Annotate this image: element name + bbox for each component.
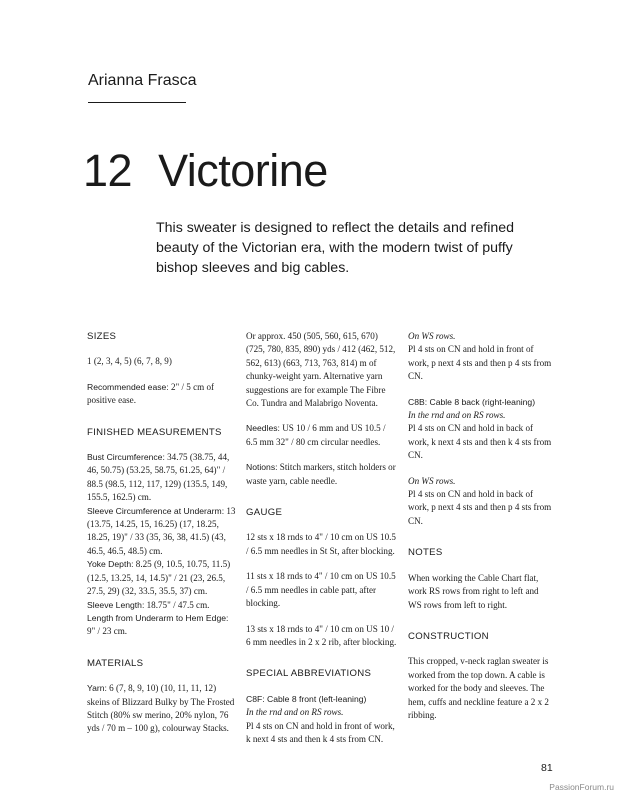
page-number: 81 [541, 762, 553, 774]
column-3 [408, 330, 554, 722]
sleeve-length-text [87, 599, 237, 612]
bust-label: Bust Circumference: [87, 452, 165, 463]
c8b-ws-label: On WS rows. [408, 475, 456, 486]
page-title [83, 145, 328, 196]
sizes-text: 1 (2, 3, 4, 5) (6, 7, 8, 9) [87, 356, 172, 367]
length-value: 9" / 23 cm. [87, 626, 128, 637]
yarn-approx-text: Or approx. 450 (505, 560, 615, 670) (725, 780, 835, 890) yds / 412 (462, 512, 562, 613) (663, 713, 763, 814) m of chunky-weight yarn. Alternative yarn suggestions are for example The Fibre Co. Tundra and Malabrigo Noventa. [246, 331, 396, 409]
column-2 [246, 330, 398, 746]
abbreviations-heading: SPECIAL ABBREVIATIONS [246, 668, 372, 680]
ease-label: Recommended ease: [87, 381, 169, 392]
yarn-label: Yarn: [87, 683, 107, 694]
c8f-rs-text: Pl 4 sts on CN and hold in front of work, k next 4 sts and then k 4 sts from CN. [246, 720, 395, 744]
sleeve-length-value: 18.75" / 47.5 cm. [144, 599, 210, 610]
notes-text: When working the Cable Chart flat, work RS rows from right to left and WS rows from left to right. [408, 572, 539, 610]
materials-heading: MATERIALS [87, 657, 144, 669]
sleeve-length-label: Sleeve Length: [87, 599, 145, 610]
c8b-rs-label: In the rnd and on RS rows. [408, 410, 506, 421]
needles-text [246, 422, 398, 449]
length-label: Length from Underarm to Hem Edge: [87, 612, 229, 623]
c8f-ws-label: On WS rows. [408, 331, 456, 341]
bust-text [87, 451, 237, 505]
yoke-text [87, 558, 237, 598]
sleeve-circ-text [87, 505, 237, 559]
yoke-label: Yoke Depth: [87, 559, 134, 570]
notions-text [246, 461, 398, 488]
yarn-text [87, 682, 237, 736]
gauge-heading: GAUGE [246, 507, 283, 519]
bust-value: 34.75 (38.75, 44, 46, 50.75) (53.25, 58.75, 61.25, 64)" / 88.5 (98.5, 112, 117, 129) (135.5, 149, 155.5, 162.5) cm. [87, 452, 230, 503]
c8b-rs-text: Pl 4 sts on CN and hold in back of work, k next 4 sts and then k 4 sts from CN. [408, 423, 552, 461]
ease-text [87, 381, 237, 408]
author-underline [88, 102, 186, 103]
yoke-value: 8.25 (9, 10.5, 10.75, 11.5) (12.5, 13.25, 14, 14.5)" / 21 (23, 26.5, 27.5, 29) (32, 33.5, 35.5, 37) cm. [87, 559, 231, 597]
intro-paragraph: This sweater is designed to reflect the details and refined beauty of the Victorian era, with the modern twist of puffy bishop sleeves and big cables. [156, 220, 515, 276]
c8f-rs-label: In the rnd and on RS rows. [246, 707, 344, 718]
construction-heading: CONSTRUCTION [408, 630, 489, 642]
finished-measurements-heading: FINISHED MEASUREMENTS [87, 426, 222, 438]
yarn-value: 6 (7, 8, 9, 10) (10, 11, 11, 12) skeins of Blizzard Bulky by The Frosted Stitch (80% sw merino, 20% nylon, 76 yds / 70 m – 100 g), colourway Stacks. [87, 683, 235, 734]
notions-value: Stitch markers, stitch holders or waste yarn, cable needle. [246, 462, 396, 486]
gauge-stst: 12 sts x 18 rnds to 4" / 10 cm on US 10.5 / 6.5 mm needles in St St, after blocking. [246, 532, 396, 556]
needles-label: Needles: [246, 423, 280, 434]
author-name: Arianna Frasca [88, 72, 197, 89]
gauge-rib: 13 sts x 18 rnds to 4" / 10 cm on US 10 / 6 mm needles in 2 x 2 rib, after blocking. [246, 623, 397, 647]
watermark: PassionForum.ru [549, 782, 614, 792]
sizes-heading: SIZES [87, 331, 117, 342]
construction-text: This cropped, v-neck raglan sweater is worked from the top down. A cable is worked for the body and sleeves. The hem, cuffs and neckline feature a 2 x 2 ribbing. [408, 656, 549, 720]
c8b-label: C8B: Cable 8 back (right-leaning) [408, 396, 536, 407]
ease-value: 2" / 5 cm of positive ease. [87, 381, 215, 406]
gauge-cable: 11 sts x 18 rnds to 4" / 10 cm on US 10.5 / 6.5 mm needles in cable patt, after blocking. [246, 571, 396, 609]
sleeve-circ-value: 13 (13.75, 14.25, 15, 16.25) (17, 18.25, 18.25, 19)" / 33 (35, 36, 38, 41.5) (43, 46.5, 46.5, 48.5) cm. [87, 505, 236, 556]
needles-value: US 10 / 6 mm and US 10.5 / 6.5 mm 32" / 80 cm circular needles. [246, 423, 386, 447]
chapter-number: 12 [83, 145, 133, 196]
column-1 [87, 330, 237, 736]
c8f-label: C8F: Cable 8 front (left-leaning) [246, 693, 367, 704]
length-text [87, 612, 237, 639]
sleeve-circ-label: Sleeve Circumference at Underarm: [87, 505, 225, 516]
c8b-ws-text: Pl 4 sts on CN and hold in back of work, p next 4 sts and then p 4 sts from CN. [408, 489, 552, 526]
c8f-ws-text: Pl 4 sts on CN and hold in front of work, p next 4 sts and then p 4 sts from CN. [408, 344, 552, 382]
notions-label: Notions: [246, 462, 278, 473]
pattern-name: Victorine [158, 145, 328, 196]
notes-heading: NOTES [408, 547, 443, 559]
